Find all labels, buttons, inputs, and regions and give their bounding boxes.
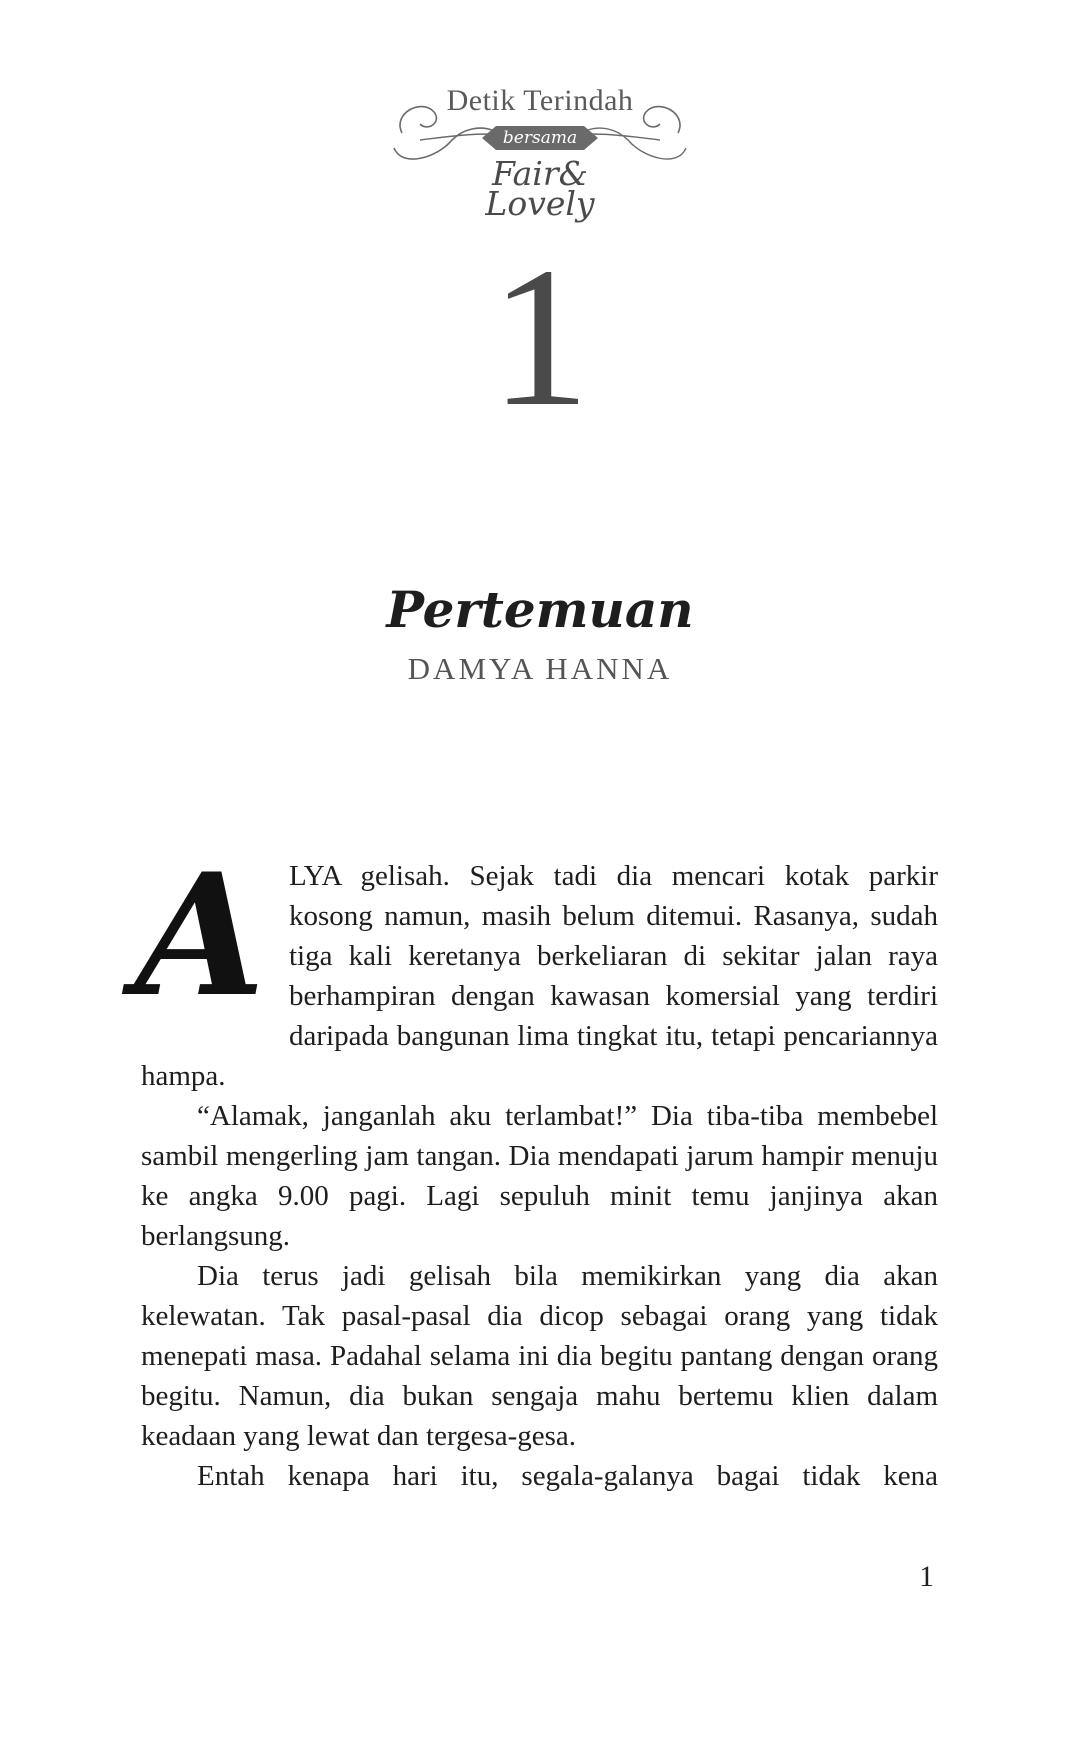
chapter-title: Pertemuan: [386, 580, 694, 639]
logo-title: Detik Terindah: [446, 84, 634, 117]
chapter-author: DAMYA HANNA: [407, 651, 673, 686]
paragraph-1: [135, 836, 938, 1096]
paragraph-1-text: LYA gelisah. Sejak tadi dia mencari kotak parkir kosong namun, masih belum ditemui. Rasanya, sudah tiga kali keretanya berkeliaran di sekitar jalan raya berhampiran dengan kawasan komersial yang terdiri daripada bangunan lima tingkat itu, tetapi pencariannya hampa.: [141, 860, 938, 1092]
page-number: 1: [919, 1560, 934, 1593]
logo-brand-line1: Fair&: [491, 154, 589, 193]
header-logo: [392, 78, 688, 228]
paragraph-3: Dia terus jadi gelisah bila memikirkan yang dia akan kelewatan. Tak pasal-pasal dia dicop sebagai orang yang tidak menepati masa. Padahal selama ini dia begitu pantang dengan orang begitu. Namun, dia bukan sengaja mahu bertemu klien dalam keadaan yang lewat dan tergesa-gesa.: [141, 1260, 938, 1452]
paragraph-4: Entah kenapa hari itu, segala-galanya bagai tidak kena: [197, 1460, 938, 1492]
logo-banner-text: bersama: [502, 128, 578, 148]
chapter-number: 1: [490, 227, 590, 448]
chapter-body: [135, 836, 938, 1496]
drop-cap-letter: A: [135, 836, 266, 1034]
paragraph-2: “Alamak, janganlah aku terlambat!” Dia tiba-tiba membebel sambil mengerling jam tangan. Dia mendapati jarum hampir menuju ke angka 9.00 pagi. Lagi sepuluh minit temu janjinya akan berlangsung.: [141, 1100, 938, 1252]
logo-brand-line2: Lovely: [485, 184, 595, 223]
